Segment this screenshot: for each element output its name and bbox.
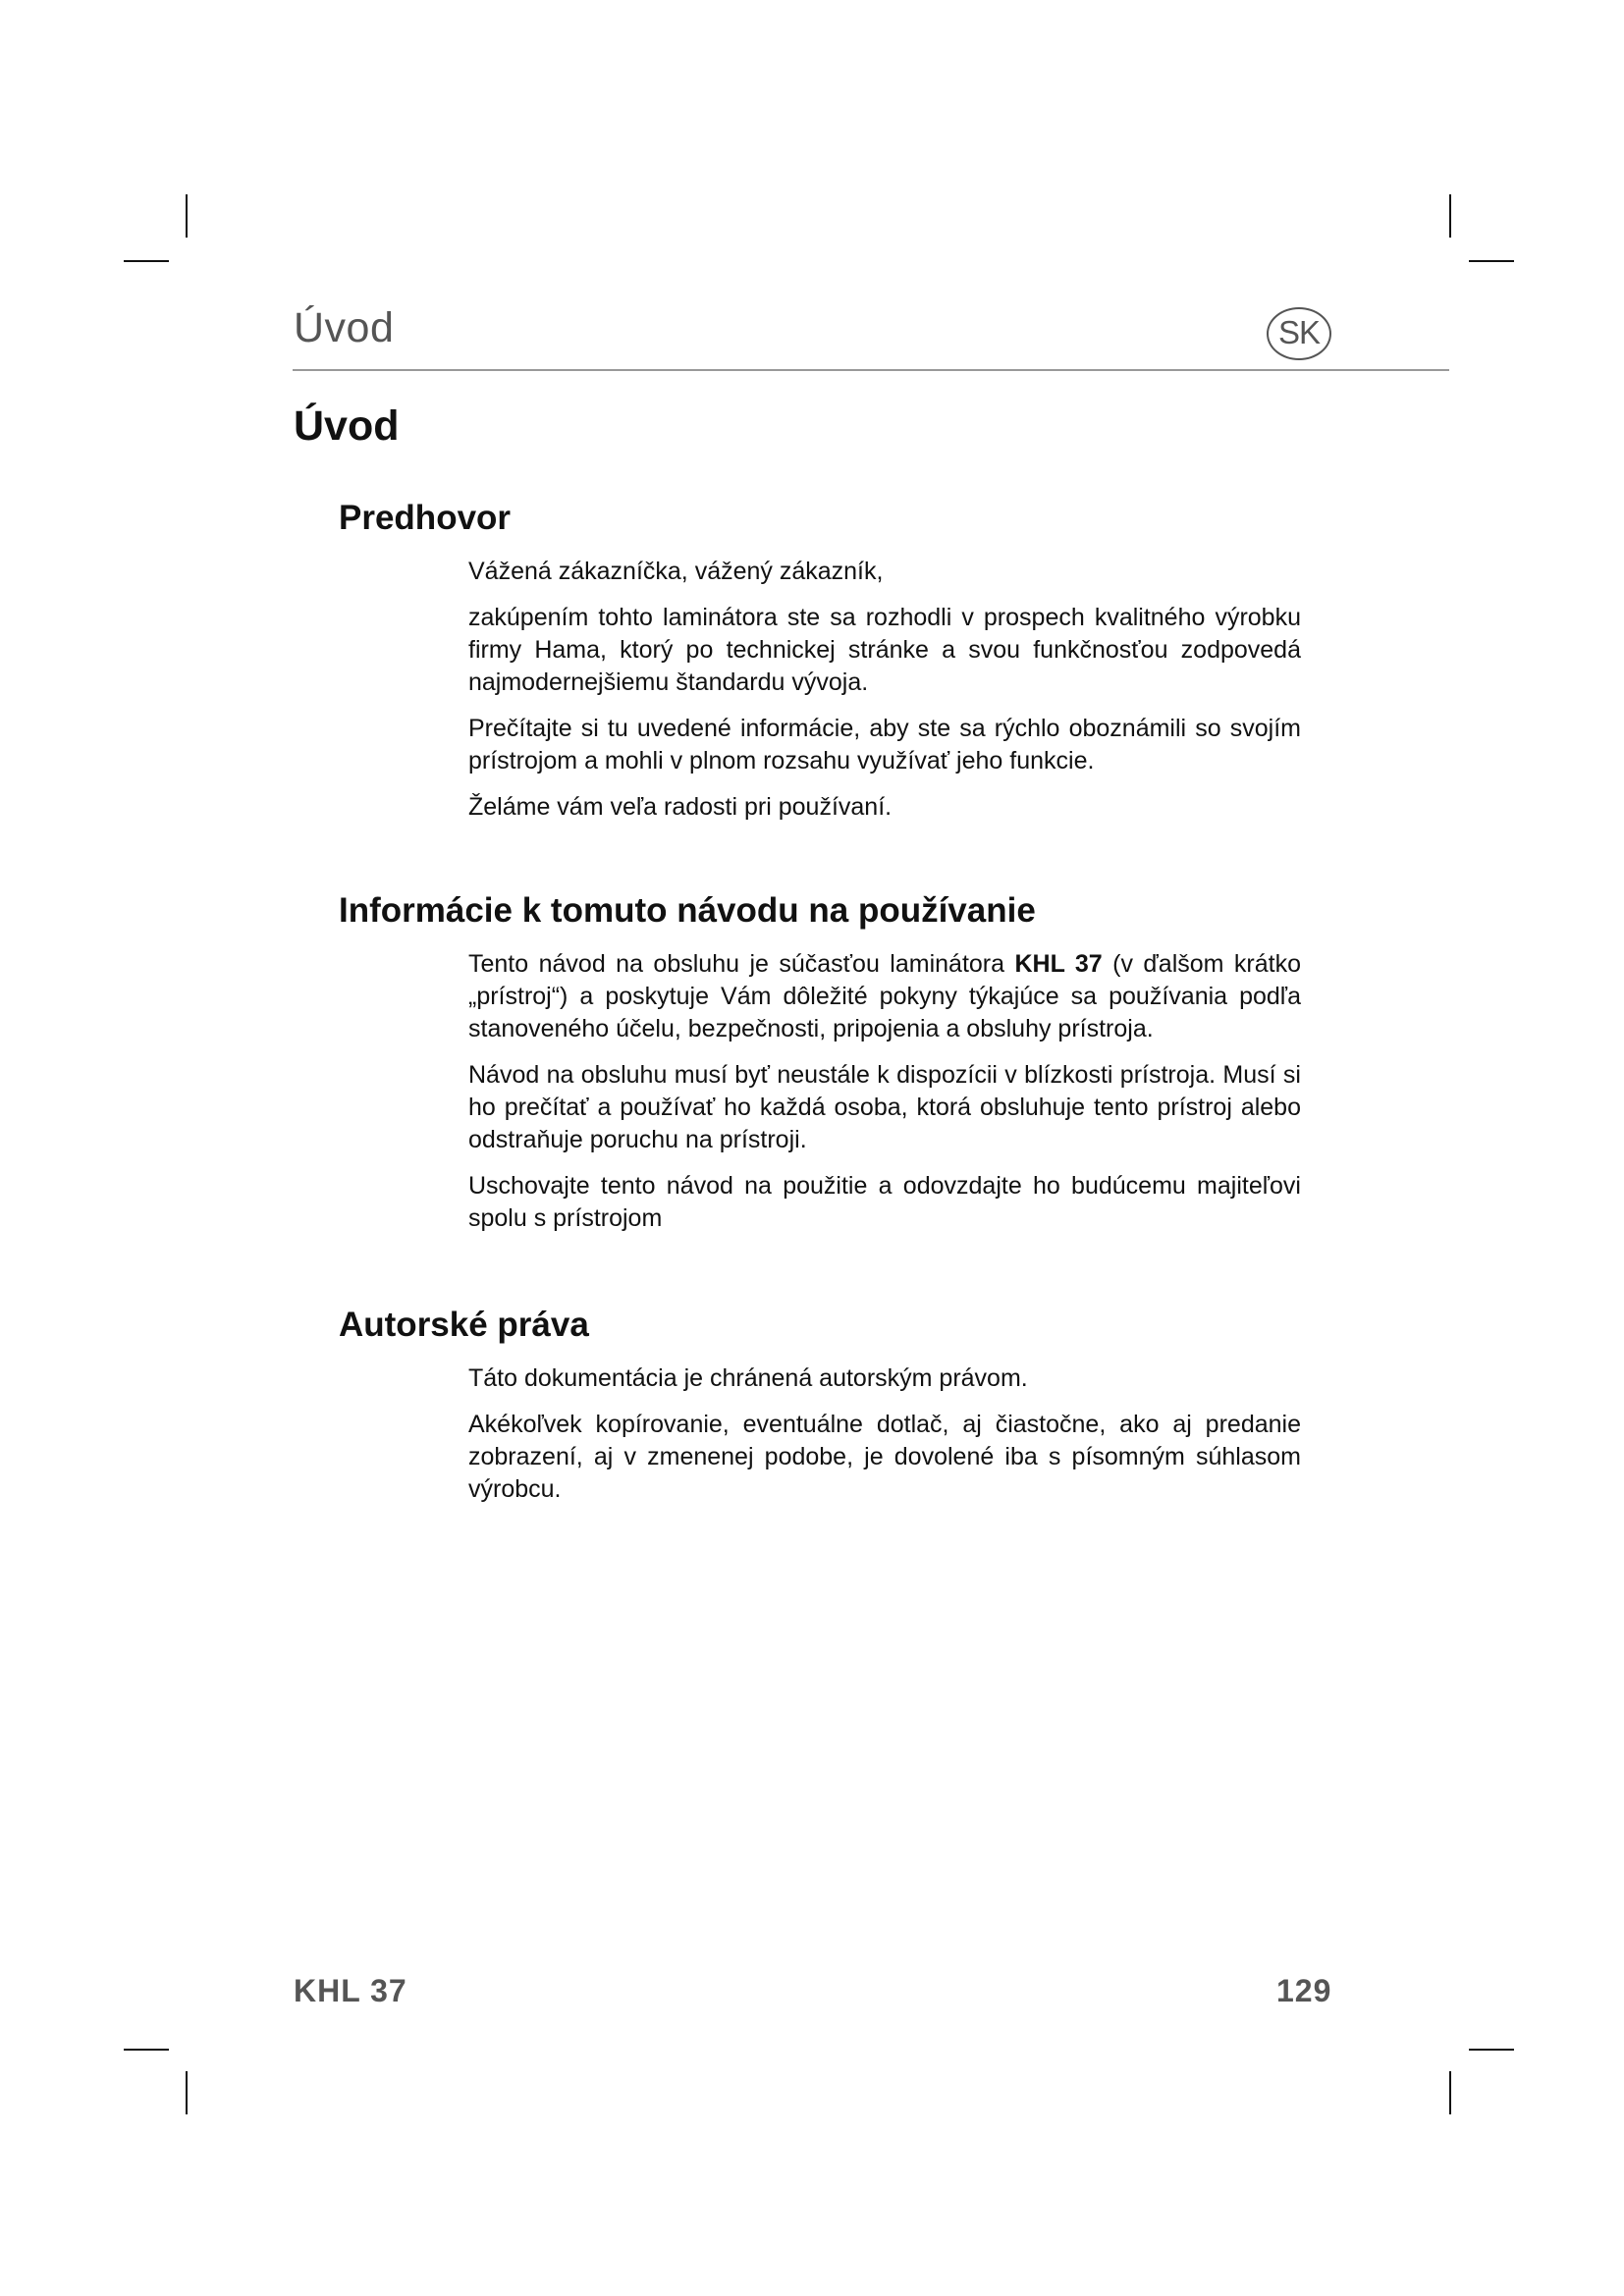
paragraph: Táto dokumentácia je chránená autorským právom. <box>468 1364 1028 1392</box>
section-heading-informacie: Informácie k tomuto návodu na používanie <box>339 891 1036 930</box>
paragraph: Akékoľvek kopírovanie, eventuálne dotlač, aj čiastočne, ako aj predanie zobrazení, aj v zmenenej podobe, je dovolené iba s písomným súhlasom výrobcu. <box>468 1411 1301 1503</box>
crop-mark-top-right-horizontal <box>1469 260 1514 262</box>
paragraph-text: Tento návod na obsluhu je súčasťou laminátora <box>468 950 1015 978</box>
paragraph: Vážená zákazníčka, vážený zákazník, <box>468 558 884 585</box>
section-body-predhovor <box>468 556 1301 837</box>
crop-mark-top-right-vertical <box>1449 194 1451 238</box>
paragraph: zakúpením tohto laminátora ste sa rozhodli v prospech kvalitného výrobku firmy Hama, ktorý po technickej stránke a svou funkčnosťou zodpovedá najmodernejšiemu štandardu vývoja. <box>468 604 1301 696</box>
section-body-informacie <box>468 948 1301 1249</box>
language-badge: SK <box>1267 307 1331 360</box>
paragraph-text: (v ďalšom krátko „prístroj“) a poskytuje Vám dôležité pokyny týkajúce sa používania podľa stanoveného účelu, bezpečnosti, pripojenia a obsluhy prístroja. <box>468 950 1302 1042</box>
crop-mark-bottom-right-vertical <box>1449 2071 1451 2114</box>
section-body-autorske-prava <box>468 1362 1301 1520</box>
model-name-bold: KHL 37 <box>1014 950 1103 978</box>
running-header-title: Úvod <box>294 304 395 351</box>
paragraph: Uschovajte tento návod na použitie a odovzdajte ho budúcemu majiteľovi spolu s prístrojom <box>468 1172 1301 1232</box>
section-heading-predhovor: Predhovor <box>339 499 512 537</box>
paragraph: Želáme vám veľa radosti pri používaní. <box>468 793 893 821</box>
header-divider <box>293 369 1449 371</box>
paragraph: Prečítajte si tu uvedené informácie, aby ste sa rýchlo oboznámili so svojím prístrojom a mohli v plnom rozsahu využívať jeho funkcie. <box>468 715 1301 774</box>
footer-page-number: 129 <box>1276 1973 1332 2008</box>
crop-mark-bottom-right-horizontal <box>1469 2049 1514 2051</box>
paragraph <box>468 948 1301 1045</box>
crop-mark-top-left-horizontal <box>124 260 169 262</box>
section-heading-autorske-prava: Autorské práva <box>339 1306 589 1344</box>
crop-mark-top-left-vertical <box>186 194 188 238</box>
paragraph: Návod na obsluhu musí byť neustále k dispozícii v blízkosti prístroja. Musí si ho prečítať a používať ho každá osoba, ktorá obsluhuje tento prístroj alebo odstraňuje poruchu na prístroji. <box>468 1061 1301 1153</box>
page-title: Úvod <box>294 402 400 450</box>
crop-mark-bottom-left-horizontal <box>124 2049 169 2051</box>
footer-model-name: KHL 37 <box>294 1973 407 2008</box>
crop-mark-bottom-left-vertical <box>186 2071 188 2114</box>
